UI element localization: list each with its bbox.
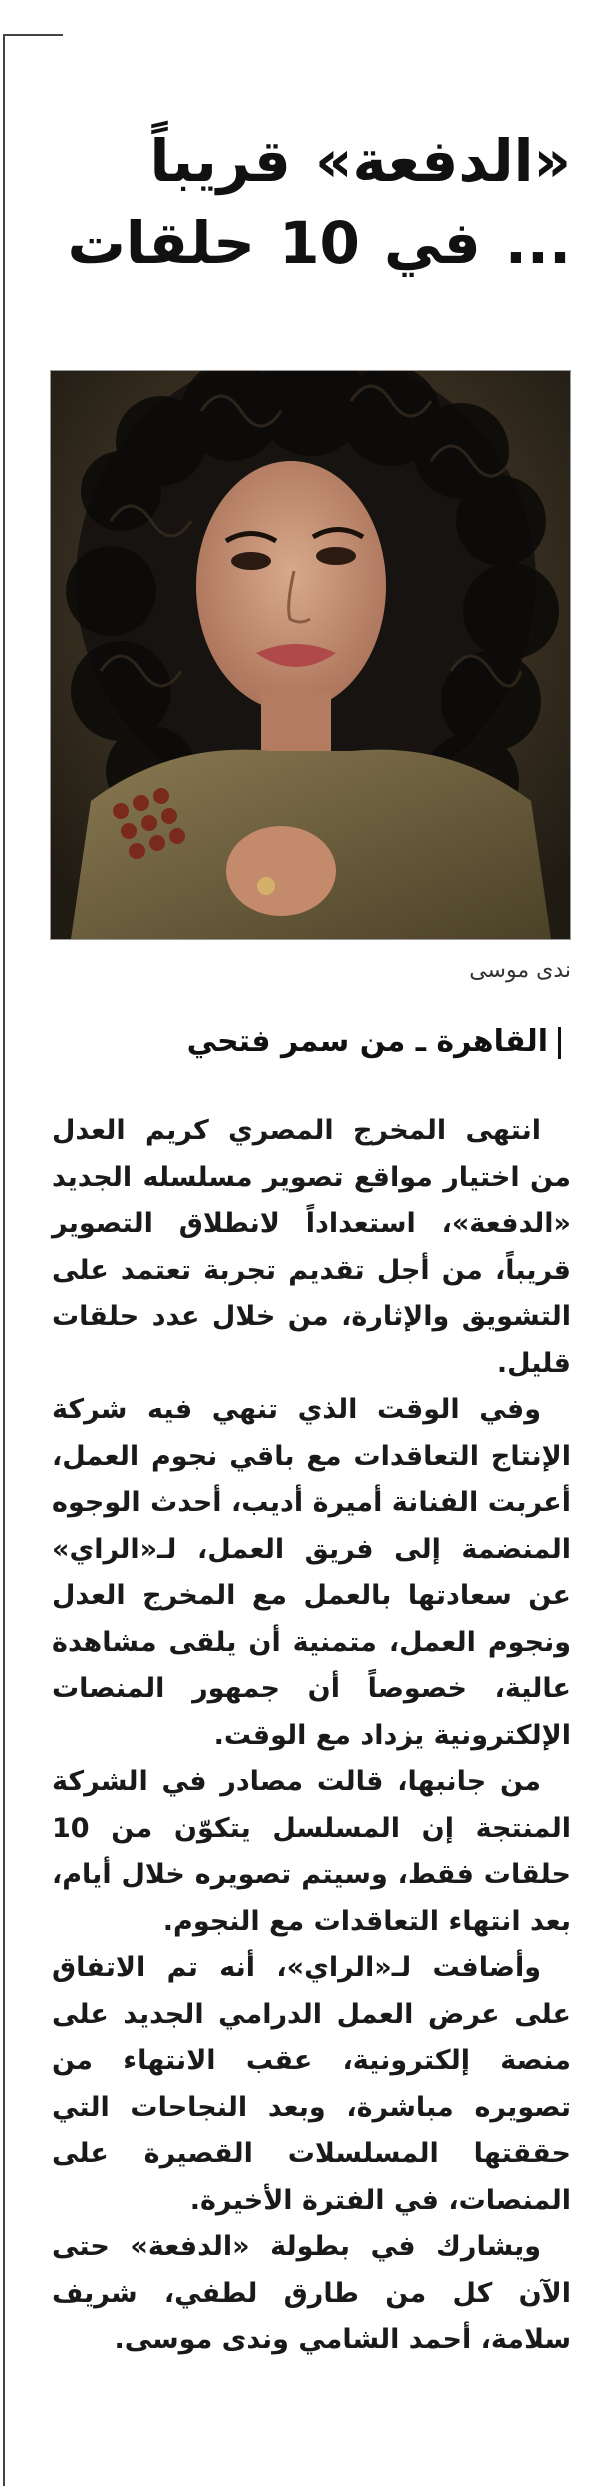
byline-bar — [558, 1027, 561, 1059]
photo-caption: ندى موسى — [469, 958, 571, 983]
frame-top-border — [3, 34, 63, 36]
article-paragraph: ويشارك في بطولة «الدفعة» حتى الآن كل من طارق لطفي، شريف سلامة، أحمد الشامي وندى موسى. — [52, 2231, 571, 2355]
frame-left-border — [3, 34, 5, 2486]
article-content — [52, 120, 571, 2355]
article-body — [52, 1108, 571, 2364]
article-photo — [50, 370, 571, 940]
article-paragraph: وأضافت لـ«الراي»، أنه تم الاتفاق على عرض العمل الدرامي الجديد على منصة إلكترونية، عقب الانتهاء من تصويره مباشرة، وبعد النجاحات التي حققتها المسلسلات القصيرة على المنصات، في الفترة الأخيرة. — [52, 1952, 571, 2216]
portrait-illustration — [51, 371, 570, 939]
headline — [52, 120, 571, 284]
byline-text: القاهرة ـ من سمر فتحي — [186, 1024, 548, 1059]
headline-line-2: ... في 10 حلقات — [67, 209, 571, 277]
byline — [187, 1022, 571, 1062]
article-paragraph: من جانبها، قالت مصادر في الشركة المنتجة إن المسلسل يتكوّن من 10 حلقات فقط، وسيتم تصويره خلال أيام، بعد انتهاء التعاقدات مع النجوم. — [52, 1766, 571, 1937]
headline-line-1: «الدفعة» قريباً — [149, 127, 571, 195]
article-paragraph: انتهى المخرج المصري كريم العدل من اختيار مواقع تصوير مسلسله الجديد «الدفعة»، استعداداً لانطلاق التصوير قريباً، من أجل تقديم تجربة تعتمد على التشويق والإثارة، من خلال عدد حلقات قليل. — [52, 1115, 571, 1379]
article-paragraph: وفي الوقت الذي تنهي فيه شركة الإنتاج التعاقدات مع باقي نجوم العمل، أعربت الفنانة أميرة أديب، أحدث الوجوه المنضمة إلى فريق العمل، لـ«الراي» عن سعادتها بالعمل مع المخرج العدل ونجوم العمل، متمنية أن يلقى مشاهدة عالية، خصوصاً أن جمهور المنصات الإلكترونية يزداد مع الوقت. — [52, 1394, 571, 1751]
